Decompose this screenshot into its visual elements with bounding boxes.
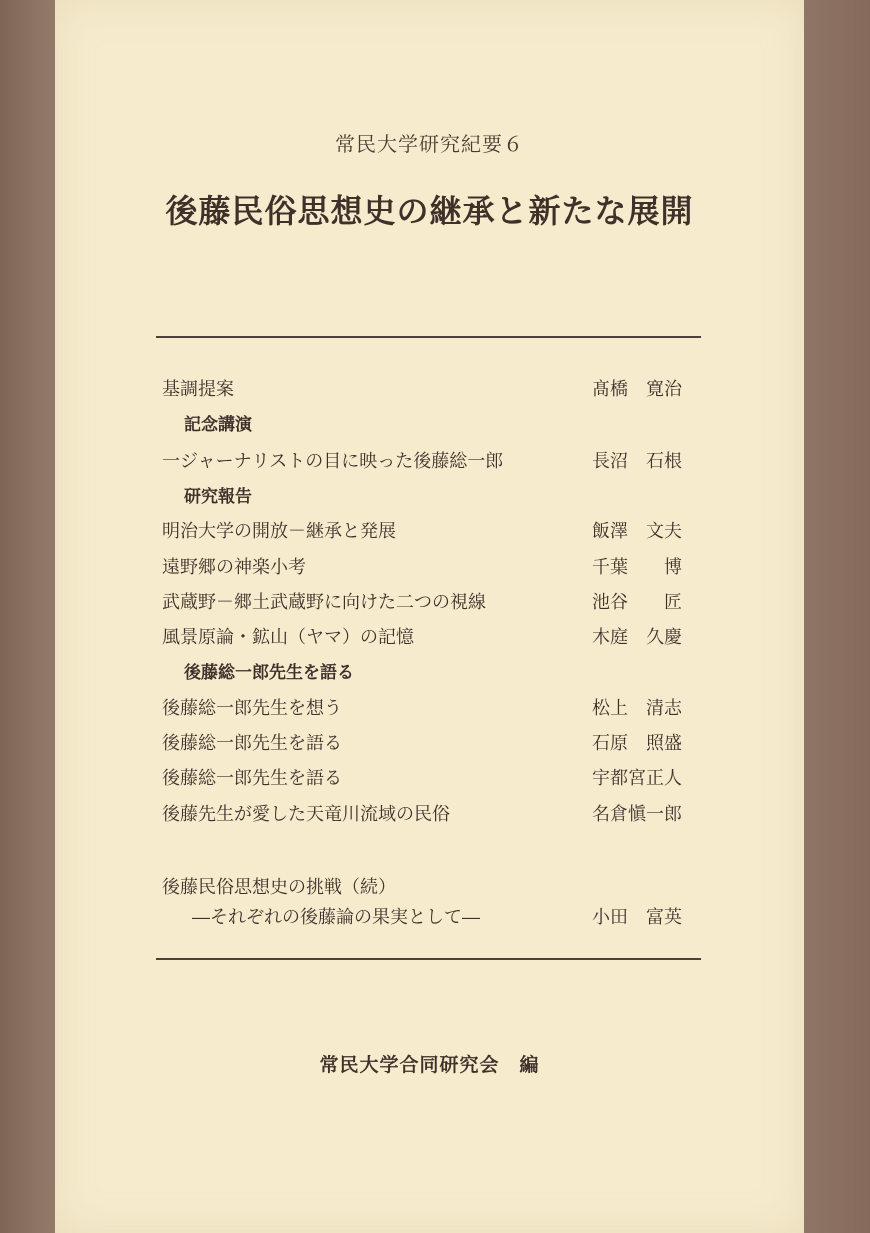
publisher: 常民大学合同研究会 編: [319, 1054, 540, 1076]
series-title: 常民大学研究紀要６: [335, 132, 524, 156]
toc-entry: [162, 873, 702, 901]
toc-entry-author: 宇都宮正人: [592, 768, 682, 789]
toc-entry-title: 後藤総一郎先生を想う: [162, 698, 342, 719]
toc-entry: [162, 800, 702, 828]
left-binding-edge: [0, 0, 55, 1233]
toc-entry: [162, 694, 702, 722]
toc-entry-title: 後藤先生が愛した天竜川流域の民俗: [162, 804, 450, 825]
toc-entry: [162, 729, 702, 757]
toc-entry-author: 石原 照盛: [592, 733, 682, 754]
toc-entry-title: 後藤総一郎先生を語る: [162, 733, 342, 754]
toc-entry-title: 基調提案: [162, 379, 234, 400]
toc-entry: [162, 553, 702, 581]
toc-entry-title: 一ジャーナリストの目に映った後藤総一郎: [162, 451, 504, 472]
toc-entry-title: 明治大学の開放－継承と発展: [162, 521, 396, 542]
toc-entry-title: 風景原論・鉱山（ヤマ）の記憶: [162, 627, 414, 648]
top-divider: [156, 336, 701, 338]
toc-entry-author: 小田 富英: [592, 907, 682, 928]
toc-entry: [162, 375, 702, 403]
toc-entry-title: 記念講演: [184, 415, 252, 435]
toc-entry-author: 千葉 博: [592, 557, 682, 578]
toc-entry-author: 名倉愼一郎: [592, 804, 682, 825]
toc-entry-title: 後藤民俗思想史の挑戦（続）: [162, 877, 396, 898]
toc-entry-title: ―それぞれの後藤論の果実として―: [192, 907, 480, 928]
toc-section-heading: [162, 658, 702, 686]
book-title: 後藤民俗思想史の継承と新たな展開: [165, 192, 694, 230]
toc-entry: [162, 517, 702, 545]
bottom-divider: [156, 958, 701, 960]
toc-entry-author: 木庭 久慶: [592, 627, 682, 648]
toc-section-heading: [162, 482, 702, 510]
toc-entry-title: 研究報告: [184, 487, 252, 507]
toc-entry: [162, 623, 702, 651]
toc-entry: [162, 588, 702, 616]
toc-entry-title: 武蔵野－郷土武蔵野に向けた二つの視線: [162, 592, 486, 613]
toc-entry-title: 後藤総一郎先生を語る: [162, 768, 342, 789]
book-cover: [55, 0, 804, 1233]
toc-entry-title: 後藤総一郎先生を語る: [184, 663, 354, 683]
toc-entry-author: 長沼 石根: [592, 451, 682, 472]
toc-entry: [162, 447, 702, 475]
toc-entry: [162, 903, 702, 931]
toc-section-heading: [162, 410, 702, 438]
toc-entry-author: 池谷 匠: [592, 592, 682, 613]
toc-entry-author: 髙橋 寛治: [592, 379, 682, 400]
toc-entry-author: 飯澤 文夫: [592, 521, 682, 542]
toc-entry-title: 遠野郷の神楽小考: [162, 557, 306, 578]
right-binding-edge: [804, 0, 870, 1233]
toc-entry: [162, 764, 702, 792]
toc-entry-author: 松上 清志: [592, 698, 682, 719]
